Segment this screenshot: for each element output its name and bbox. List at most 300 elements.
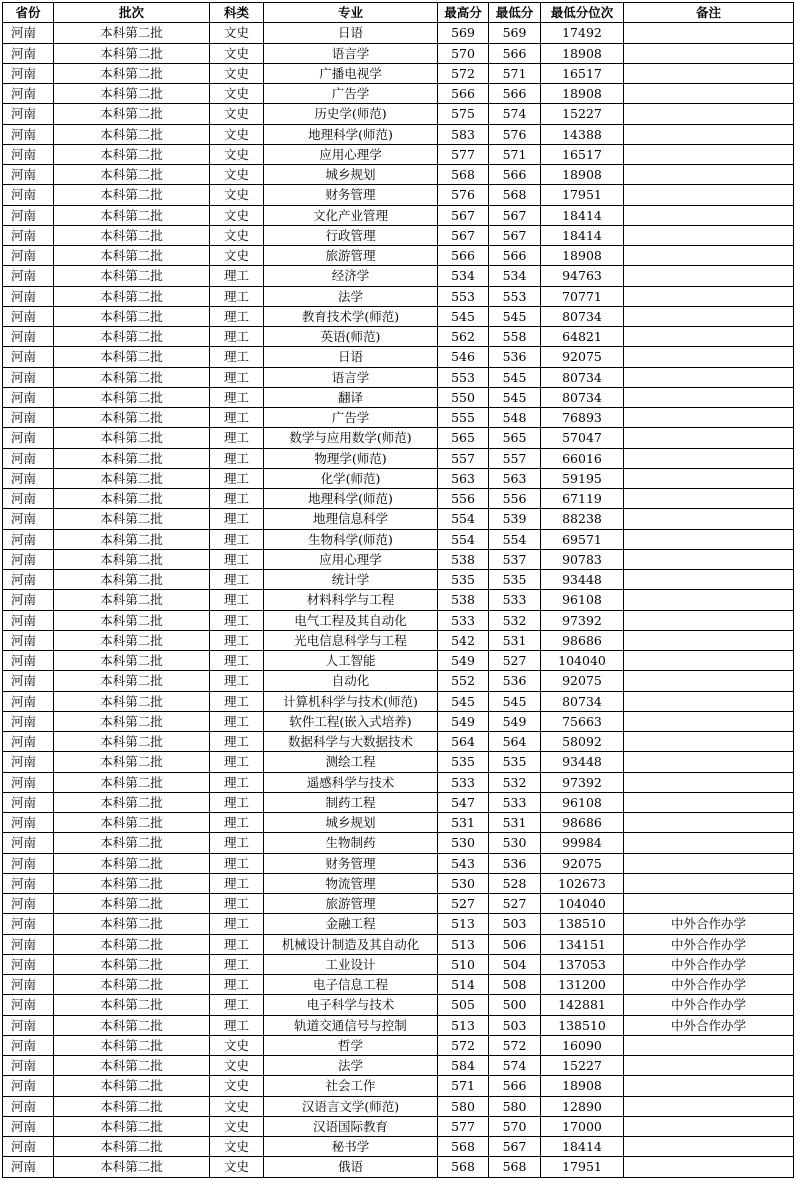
- min-score-cell: 554: [489, 529, 541, 549]
- remarks-cell: [624, 387, 794, 407]
- major-cell: 汉语言文学(师范): [264, 1096, 438, 1116]
- min-rank-cell: 138510: [541, 914, 624, 934]
- province-cell: 河南: [3, 408, 54, 428]
- min-score-cell: 572: [489, 1035, 541, 1055]
- max-score-cell: 514: [438, 975, 489, 995]
- batch-cell: 本科第二批: [54, 23, 210, 43]
- remarks-cell: [624, 1157, 794, 1177]
- max-score-cell: 554: [438, 509, 489, 529]
- batch-cell: 本科第二批: [54, 387, 210, 407]
- category-cell: 文史: [210, 1096, 264, 1116]
- max-score-cell: 535: [438, 752, 489, 772]
- min-score-cell: 534: [489, 266, 541, 286]
- table-row: [3, 590, 794, 610]
- remarks-cell: [624, 1076, 794, 1096]
- category-cell: 理工: [210, 691, 264, 711]
- batch-cell: 本科第二批: [54, 894, 210, 914]
- batch-cell: 本科第二批: [54, 306, 210, 326]
- remarks-cell: [624, 468, 794, 488]
- province-cell: 河南: [3, 347, 54, 367]
- major-cell: 法学: [264, 1056, 438, 1076]
- province-cell: 河南: [3, 732, 54, 752]
- min-score-cell: 548: [489, 408, 541, 428]
- max-score-cell: 534: [438, 266, 489, 286]
- remarks-cell: [624, 347, 794, 367]
- header-major: 专业: [264, 3, 438, 23]
- table-row: [3, 853, 794, 873]
- batch-cell: 本科第二批: [54, 509, 210, 529]
- max-score-cell: 570: [438, 43, 489, 63]
- major-cell: 统计学: [264, 570, 438, 590]
- min-rank-cell: 57047: [541, 428, 624, 448]
- major-cell: 秘书学: [264, 1137, 438, 1157]
- min-score-cell: 545: [489, 691, 541, 711]
- table-row: [3, 104, 794, 124]
- category-cell: 文史: [210, 1116, 264, 1136]
- header-batch: 批次: [54, 3, 210, 23]
- min-rank-cell: 137053: [541, 954, 624, 974]
- min-score-cell: 500: [489, 995, 541, 1015]
- min-rank-cell: 80734: [541, 367, 624, 387]
- province-cell: 河南: [3, 934, 54, 954]
- batch-cell: 本科第二批: [54, 468, 210, 488]
- table-row: [3, 833, 794, 853]
- min-score-cell: 568: [489, 185, 541, 205]
- province-cell: 河南: [3, 509, 54, 529]
- min-rank-cell: 104040: [541, 651, 624, 671]
- min-rank-cell: 18908: [541, 246, 624, 266]
- province-cell: 河南: [3, 489, 54, 509]
- max-score-cell: 584: [438, 1056, 489, 1076]
- major-cell: 测绘工程: [264, 752, 438, 772]
- batch-cell: 本科第二批: [54, 873, 210, 893]
- max-score-cell: 535: [438, 570, 489, 590]
- major-cell: 俄语: [264, 1157, 438, 1177]
- max-score-cell: 572: [438, 1035, 489, 1055]
- max-score-cell: 563: [438, 468, 489, 488]
- batch-cell: 本科第二批: [54, 590, 210, 610]
- remarks-cell: [624, 327, 794, 347]
- table-row: [3, 975, 794, 995]
- min-score-cell: 553: [489, 286, 541, 306]
- province-cell: 河南: [3, 813, 54, 833]
- province-cell: 河南: [3, 1096, 54, 1116]
- major-cell: 工业设计: [264, 954, 438, 974]
- min-score-cell: 576: [489, 124, 541, 144]
- table-row: [3, 894, 794, 914]
- remarks-cell: 中外合作办学: [624, 975, 794, 995]
- max-score-cell: 555: [438, 408, 489, 428]
- category-cell: 文史: [210, 1035, 264, 1055]
- category-cell: 理工: [210, 873, 264, 893]
- max-score-cell: 553: [438, 367, 489, 387]
- major-cell: 应用心理学: [264, 144, 438, 164]
- batch-cell: 本科第二批: [54, 246, 210, 266]
- min-score-cell: 566: [489, 43, 541, 63]
- min-score-cell: 530: [489, 833, 541, 853]
- remarks-cell: [624, 84, 794, 104]
- table-row: [3, 367, 794, 387]
- remarks-cell: [624, 408, 794, 428]
- remarks-cell: [624, 833, 794, 853]
- max-score-cell: 575: [438, 104, 489, 124]
- remarks-cell: [624, 610, 794, 630]
- province-cell: 河南: [3, 104, 54, 124]
- batch-cell: 本科第二批: [54, 954, 210, 974]
- category-cell: 文史: [210, 104, 264, 124]
- table-row: [3, 489, 794, 509]
- batch-cell: 本科第二批: [54, 934, 210, 954]
- min-rank-cell: 67119: [541, 489, 624, 509]
- category-cell: 文史: [210, 246, 264, 266]
- remarks-cell: [624, 225, 794, 245]
- remarks-cell: [624, 1056, 794, 1076]
- remarks-cell: [624, 549, 794, 569]
- major-cell: 化学(师范): [264, 468, 438, 488]
- batch-cell: 本科第二批: [54, 286, 210, 306]
- province-cell: 河南: [3, 1015, 54, 1035]
- min-rank-cell: 80734: [541, 691, 624, 711]
- min-score-cell: 508: [489, 975, 541, 995]
- min-score-cell: 566: [489, 165, 541, 185]
- major-cell: 汉语国际教育: [264, 1116, 438, 1136]
- province-cell: 河南: [3, 1035, 54, 1055]
- max-score-cell: 577: [438, 1116, 489, 1136]
- category-cell: 理工: [210, 914, 264, 934]
- admission-score-table: [2, 2, 794, 1178]
- province-cell: 河南: [3, 468, 54, 488]
- batch-cell: 本科第二批: [54, 1116, 210, 1136]
- major-cell: 哲学: [264, 1035, 438, 1055]
- major-cell: 财务管理: [264, 853, 438, 873]
- remarks-cell: [624, 853, 794, 873]
- min-rank-cell: 104040: [541, 894, 624, 914]
- table-row: [3, 752, 794, 772]
- province-cell: 河南: [3, 286, 54, 306]
- batch-cell: 本科第二批: [54, 104, 210, 124]
- min-rank-cell: 88238: [541, 509, 624, 529]
- header-remarks: 备注: [624, 3, 794, 23]
- category-cell: 文史: [210, 1076, 264, 1096]
- major-cell: 自动化: [264, 671, 438, 691]
- remarks-cell: [624, 752, 794, 772]
- table-row: [3, 671, 794, 691]
- table-row: [3, 914, 794, 934]
- category-cell: 文史: [210, 43, 264, 63]
- major-cell: 旅游管理: [264, 894, 438, 914]
- province-cell: 河南: [3, 1157, 54, 1177]
- remarks-cell: 中外合作办学: [624, 995, 794, 1015]
- category-cell: 理工: [210, 752, 264, 772]
- category-cell: 文史: [210, 1157, 264, 1177]
- batch-cell: 本科第二批: [54, 1056, 210, 1076]
- table-row: [3, 1076, 794, 1096]
- major-cell: 光电信息科学与工程: [264, 630, 438, 650]
- min-score-cell: 566: [489, 1076, 541, 1096]
- min-rank-cell: 97392: [541, 772, 624, 792]
- min-rank-cell: 58092: [541, 732, 624, 752]
- min-score-cell: 533: [489, 792, 541, 812]
- batch-cell: 本科第二批: [54, 165, 210, 185]
- remarks-cell: [624, 124, 794, 144]
- table-row: [3, 286, 794, 306]
- major-cell: 软件工程(嵌入式培养): [264, 711, 438, 731]
- category-cell: 理工: [210, 671, 264, 691]
- major-cell: 人工智能: [264, 651, 438, 671]
- province-cell: 河南: [3, 995, 54, 1015]
- batch-cell: 本科第二批: [54, 84, 210, 104]
- max-score-cell: 513: [438, 934, 489, 954]
- remarks-cell: [624, 509, 794, 529]
- remarks-cell: [624, 732, 794, 752]
- province-cell: 河南: [3, 185, 54, 205]
- category-cell: 理工: [210, 367, 264, 387]
- remarks-cell: [624, 570, 794, 590]
- remarks-cell: [624, 630, 794, 650]
- remarks-cell: [624, 448, 794, 468]
- remarks-cell: 中外合作办学: [624, 934, 794, 954]
- max-score-cell: 538: [438, 549, 489, 569]
- remarks-cell: [624, 286, 794, 306]
- min-score-cell: 556: [489, 489, 541, 509]
- min-score-cell: 545: [489, 367, 541, 387]
- table-row: [3, 205, 794, 225]
- remarks-cell: [624, 63, 794, 83]
- province-cell: 河南: [3, 246, 54, 266]
- province-cell: 河南: [3, 975, 54, 995]
- max-score-cell: 533: [438, 772, 489, 792]
- batch-cell: 本科第二批: [54, 914, 210, 934]
- batch-cell: 本科第二批: [54, 43, 210, 63]
- batch-cell: 本科第二批: [54, 529, 210, 549]
- min-score-cell: 558: [489, 327, 541, 347]
- table-body: [3, 23, 794, 1177]
- table-row: [3, 630, 794, 650]
- table-row: [3, 691, 794, 711]
- category-cell: 理工: [210, 549, 264, 569]
- province-cell: 河南: [3, 630, 54, 650]
- table-row: [3, 306, 794, 326]
- batch-cell: 本科第二批: [54, 408, 210, 428]
- min-score-cell: 535: [489, 752, 541, 772]
- min-rank-cell: 15227: [541, 104, 624, 124]
- max-score-cell: 577: [438, 144, 489, 164]
- batch-cell: 本科第二批: [54, 327, 210, 347]
- header-min-rank: 最低分位次: [541, 3, 624, 23]
- max-score-cell: 569: [438, 23, 489, 43]
- min-score-cell: 533: [489, 590, 541, 610]
- batch-cell: 本科第二批: [54, 732, 210, 752]
- province-cell: 河南: [3, 266, 54, 286]
- min-rank-cell: 16090: [541, 1035, 624, 1055]
- category-cell: 理工: [210, 651, 264, 671]
- province-cell: 河南: [3, 1076, 54, 1096]
- table-row: [3, 570, 794, 590]
- table-row: [3, 610, 794, 630]
- min-score-cell: 563: [489, 468, 541, 488]
- remarks-cell: [624, 1116, 794, 1136]
- batch-cell: 本科第二批: [54, 610, 210, 630]
- province-cell: 河南: [3, 367, 54, 387]
- max-score-cell: 533: [438, 610, 489, 630]
- min-rank-cell: 18414: [541, 205, 624, 225]
- max-score-cell: 554: [438, 529, 489, 549]
- major-cell: 翻译: [264, 387, 438, 407]
- batch-cell: 本科第二批: [54, 144, 210, 164]
- table-row: [3, 84, 794, 104]
- max-score-cell: 545: [438, 691, 489, 711]
- batch-cell: 本科第二批: [54, 570, 210, 590]
- min-rank-cell: 69571: [541, 529, 624, 549]
- table-row: [3, 448, 794, 468]
- header-row: [3, 3, 794, 23]
- province-cell: 河南: [3, 1137, 54, 1157]
- min-rank-cell: 90783: [541, 549, 624, 569]
- max-score-cell: 538: [438, 590, 489, 610]
- province-cell: 河南: [3, 914, 54, 934]
- batch-cell: 本科第二批: [54, 185, 210, 205]
- major-cell: 城乡规划: [264, 813, 438, 833]
- min-rank-cell: 17492: [541, 23, 624, 43]
- min-rank-cell: 131200: [541, 975, 624, 995]
- min-rank-cell: 142881: [541, 995, 624, 1015]
- major-cell: 电子信息工程: [264, 975, 438, 995]
- batch-cell: 本科第二批: [54, 1157, 210, 1177]
- remarks-cell: [624, 1035, 794, 1055]
- min-rank-cell: 134151: [541, 934, 624, 954]
- min-score-cell: 527: [489, 651, 541, 671]
- remarks-cell: [624, 529, 794, 549]
- remarks-cell: [624, 489, 794, 509]
- min-rank-cell: 18908: [541, 84, 624, 104]
- batch-cell: 本科第二批: [54, 225, 210, 245]
- min-rank-cell: 59195: [541, 468, 624, 488]
- table-row: [3, 124, 794, 144]
- max-score-cell: 583: [438, 124, 489, 144]
- min-rank-cell: 16517: [541, 144, 624, 164]
- major-cell: 计算机科学与技术(师范): [264, 691, 438, 711]
- category-cell: 理工: [210, 286, 264, 306]
- batch-cell: 本科第二批: [54, 124, 210, 144]
- table-row: [3, 732, 794, 752]
- max-score-cell: 556: [438, 489, 489, 509]
- header-min-score: 最低分: [489, 3, 541, 23]
- table-row: [3, 225, 794, 245]
- min-rank-cell: 18908: [541, 43, 624, 63]
- min-rank-cell: 16517: [541, 63, 624, 83]
- min-rank-cell: 17951: [541, 185, 624, 205]
- remarks-cell: [624, 651, 794, 671]
- province-cell: 河南: [3, 873, 54, 893]
- major-cell: 行政管理: [264, 225, 438, 245]
- category-cell: 文史: [210, 1137, 264, 1157]
- min-score-cell: 567: [489, 205, 541, 225]
- min-score-cell: 566: [489, 246, 541, 266]
- province-cell: 河南: [3, 63, 54, 83]
- table-row: [3, 468, 794, 488]
- table-row: [3, 43, 794, 63]
- max-score-cell: 566: [438, 246, 489, 266]
- min-score-cell: 557: [489, 448, 541, 468]
- category-cell: 理工: [210, 853, 264, 873]
- min-rank-cell: 66016: [541, 448, 624, 468]
- remarks-cell: [624, 266, 794, 286]
- category-cell: 文史: [210, 185, 264, 205]
- min-score-cell: 506: [489, 934, 541, 954]
- category-cell: 理工: [210, 347, 264, 367]
- category-cell: 理工: [210, 1015, 264, 1035]
- min-score-cell: 532: [489, 772, 541, 792]
- batch-cell: 本科第二批: [54, 448, 210, 468]
- category-cell: 理工: [210, 448, 264, 468]
- min-score-cell: 536: [489, 347, 541, 367]
- remarks-cell: [624, 671, 794, 691]
- major-cell: 经济学: [264, 266, 438, 286]
- major-cell: 数据科学与大数据技术: [264, 732, 438, 752]
- batch-cell: 本科第二批: [54, 975, 210, 995]
- major-cell: 财务管理: [264, 185, 438, 205]
- category-cell: 理工: [210, 428, 264, 448]
- table-row: [3, 813, 794, 833]
- batch-cell: 本科第二批: [54, 833, 210, 853]
- major-cell: 机械设计制造及其自动化: [264, 934, 438, 954]
- min-score-cell: 531: [489, 813, 541, 833]
- major-cell: 数学与应用数学(师范): [264, 428, 438, 448]
- major-cell: 教育技术学(师范): [264, 306, 438, 326]
- min-rank-cell: 98686: [541, 630, 624, 650]
- remarks-cell: [624, 873, 794, 893]
- table-row: [3, 266, 794, 286]
- province-cell: 河南: [3, 671, 54, 691]
- table-row: [3, 1056, 794, 1076]
- header-category: 科类: [210, 3, 264, 23]
- category-cell: 理工: [210, 327, 264, 347]
- batch-cell: 本科第二批: [54, 651, 210, 671]
- max-score-cell: 530: [438, 833, 489, 853]
- table-row: [3, 1035, 794, 1055]
- major-cell: 语言学: [264, 367, 438, 387]
- batch-cell: 本科第二批: [54, 995, 210, 1015]
- major-cell: 社会工作: [264, 1076, 438, 1096]
- province-cell: 河南: [3, 752, 54, 772]
- batch-cell: 本科第二批: [54, 1096, 210, 1116]
- remarks-cell: [624, 205, 794, 225]
- min-rank-cell: 75663: [541, 711, 624, 731]
- remarks-cell: [624, 1096, 794, 1116]
- table-row: [3, 995, 794, 1015]
- major-cell: 日语: [264, 347, 438, 367]
- category-cell: 文史: [210, 23, 264, 43]
- category-cell: 理工: [210, 934, 264, 954]
- table-row: [3, 387, 794, 407]
- table-row: [3, 934, 794, 954]
- category-cell: 理工: [210, 468, 264, 488]
- min-score-cell: 574: [489, 1056, 541, 1076]
- max-score-cell: 547: [438, 792, 489, 812]
- min-rank-cell: 80734: [541, 306, 624, 326]
- remarks-cell: [624, 1137, 794, 1157]
- batch-cell: 本科第二批: [54, 1076, 210, 1096]
- min-rank-cell: 18908: [541, 165, 624, 185]
- batch-cell: 本科第二批: [54, 772, 210, 792]
- major-cell: 广播电视学: [264, 63, 438, 83]
- min-rank-cell: 97392: [541, 610, 624, 630]
- category-cell: 文史: [210, 63, 264, 83]
- category-cell: 文史: [210, 165, 264, 185]
- max-score-cell: 576: [438, 185, 489, 205]
- province-cell: 河南: [3, 205, 54, 225]
- min-score-cell: 536: [489, 853, 541, 873]
